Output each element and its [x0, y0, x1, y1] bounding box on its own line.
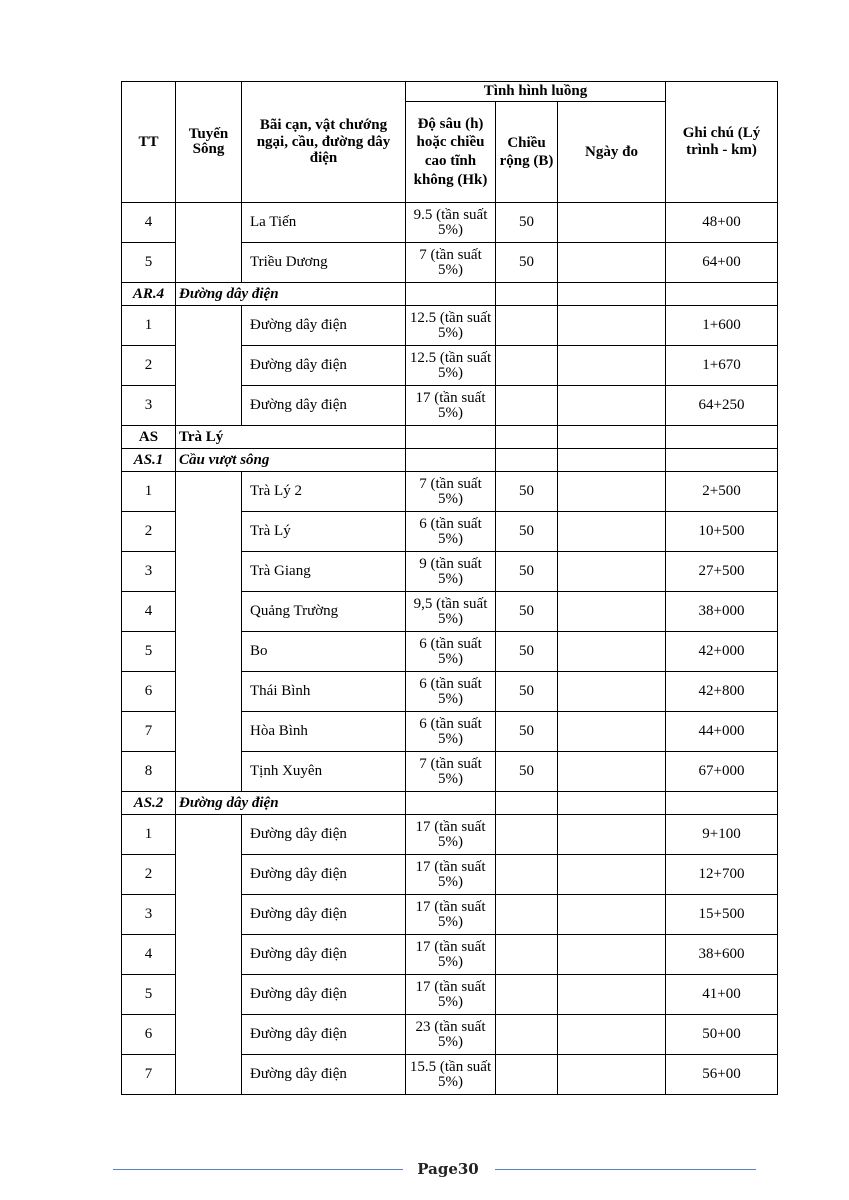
row-note: 42+000: [666, 632, 778, 672]
header-status-group: Tình hình luồng: [406, 82, 666, 102]
empty-cell: [496, 283, 558, 306]
page-footer: [113, 1158, 756, 1180]
empty-cell: [406, 426, 496, 449]
row-tt: 6: [122, 672, 176, 712]
row-note: 1+670: [666, 346, 778, 386]
empty-cell: [496, 792, 558, 815]
row-note: 38+600: [666, 935, 778, 975]
row-name: Bo: [242, 632, 406, 672]
row-depth: 7 (tần suất 5%): [406, 243, 496, 283]
table-row: [122, 306, 778, 346]
header-depth: Độ sâu (h) hoặc chiều cao tĩnh không (Hk): [406, 102, 496, 203]
section-id: AS.1: [122, 449, 176, 472]
row-date: [558, 203, 666, 243]
row-name: Đường dây điện: [242, 1015, 406, 1055]
row-tt: 7: [122, 712, 176, 752]
section-row: [122, 792, 778, 815]
row-width: 50: [496, 712, 558, 752]
row-tt: 4: [122, 935, 176, 975]
row-tt: 1: [122, 306, 176, 346]
row-date: [558, 1055, 666, 1095]
row-depth: 7 (tần suất 5%): [406, 752, 496, 792]
row-width: [496, 1055, 558, 1095]
section-row: [122, 426, 778, 449]
row-name: Tịnh Xuyên: [242, 752, 406, 792]
table-row: [122, 472, 778, 512]
empty-cell: [496, 426, 558, 449]
row-name: Đường dây điện: [242, 346, 406, 386]
row-tt: 5: [122, 975, 176, 1015]
section-id: AR.4: [122, 283, 176, 306]
row-width: 50: [496, 203, 558, 243]
header-date: Ngày đo: [558, 102, 666, 203]
section-row: [122, 449, 778, 472]
empty-cell: [666, 449, 778, 472]
row-width: [496, 815, 558, 855]
row-tt: 3: [122, 386, 176, 426]
row-note: 42+800: [666, 672, 778, 712]
row-tt: 8: [122, 752, 176, 792]
row-date: [558, 552, 666, 592]
row-depth: 9 (tần suất 5%): [406, 552, 496, 592]
page-number: Page30: [417, 1160, 479, 1178]
row-depth: 6 (tần suất 5%): [406, 712, 496, 752]
row-name: Đường dây điện: [242, 975, 406, 1015]
row-width: 50: [496, 243, 558, 283]
empty-cell: [496, 449, 558, 472]
row-tt: 4: [122, 203, 176, 243]
row-name: Hòa Bình: [242, 712, 406, 752]
row-date: [558, 975, 666, 1015]
row-width: [496, 935, 558, 975]
row-date: [558, 672, 666, 712]
row-note: 27+500: [666, 552, 778, 592]
row-name: Quảng Trường: [242, 592, 406, 632]
row-date: [558, 306, 666, 346]
row-depth: 7 (tần suất 5%): [406, 472, 496, 512]
row-tt: 5: [122, 632, 176, 672]
row-note: 56+00: [666, 1055, 778, 1095]
row-width: [496, 855, 558, 895]
row-tt: 5: [122, 243, 176, 283]
row-width: [496, 975, 558, 1015]
row-note: 67+000: [666, 752, 778, 792]
row-tt: 3: [122, 895, 176, 935]
section-name: Đường dây điện: [176, 283, 406, 306]
row-note: 64+00: [666, 243, 778, 283]
row-name: Đường dây điện: [242, 815, 406, 855]
row-tt: 6: [122, 1015, 176, 1055]
row-name: Thái Bình: [242, 672, 406, 712]
row-depth: 15.5 (tần suất 5%): [406, 1055, 496, 1095]
row-name: Trà Lý 2: [242, 472, 406, 512]
row-depth: 17 (tần suất 5%): [406, 386, 496, 426]
empty-cell: [666, 792, 778, 815]
row-depth: 23 (tần suất 5%): [406, 1015, 496, 1055]
row-depth: 9.5 (tần suất 5%): [406, 203, 496, 243]
row-tt: 4: [122, 592, 176, 632]
row-date: [558, 243, 666, 283]
row-note: 44+000: [666, 712, 778, 752]
header-row-1: [122, 82, 778, 102]
row-tt: 1: [122, 472, 176, 512]
row-width: 50: [496, 632, 558, 672]
row-width: 50: [496, 592, 558, 632]
row-date: [558, 592, 666, 632]
row-depth: 6 (tần suất 5%): [406, 632, 496, 672]
empty-cell: [558, 449, 666, 472]
row-tt: 3: [122, 552, 176, 592]
row-note: 12+700: [666, 855, 778, 895]
row-depth: 17 (tần suất 5%): [406, 895, 496, 935]
header-width: Chiều rộng (B): [496, 102, 558, 203]
row-date: [558, 815, 666, 855]
empty-cell: [666, 283, 778, 306]
row-name: Đường dây điện: [242, 855, 406, 895]
row-date: [558, 632, 666, 672]
row-note: 64+250: [666, 386, 778, 426]
route-cell: [176, 815, 242, 1095]
row-name: La Tiến: [242, 203, 406, 243]
row-note: 15+500: [666, 895, 778, 935]
header-tt: TT: [122, 82, 176, 203]
row-note: 2+500: [666, 472, 778, 512]
row-tt: 1: [122, 815, 176, 855]
row-date: [558, 472, 666, 512]
row-name: Đường dây điện: [242, 935, 406, 975]
row-depth: 6 (tần suất 5%): [406, 672, 496, 712]
row-note: 9+100: [666, 815, 778, 855]
row-name: Đường dây điện: [242, 306, 406, 346]
section-id: AS.2: [122, 792, 176, 815]
empty-cell: [406, 283, 496, 306]
row-width: 50: [496, 512, 558, 552]
row-note: 50+00: [666, 1015, 778, 1055]
row-date: [558, 386, 666, 426]
header-obstacle: Bãi cạn, vật chướng ngại, cầu, đường dây điện: [242, 82, 406, 203]
row-name: Đường dây điện: [242, 895, 406, 935]
empty-cell: [666, 426, 778, 449]
route-cell: [176, 306, 242, 426]
row-depth: 17 (tần suất 5%): [406, 815, 496, 855]
table-row: [122, 203, 778, 243]
section-name: Trà Lý: [176, 426, 406, 449]
row-name: Trà Lý: [242, 512, 406, 552]
row-width: [496, 1015, 558, 1055]
section-name: Đường dây điện: [176, 792, 406, 815]
row-tt: 2: [122, 855, 176, 895]
row-depth: 17 (tần suất 5%): [406, 935, 496, 975]
row-date: [558, 512, 666, 552]
row-date: [558, 346, 666, 386]
row-depth: 9,5 (tần suất 5%): [406, 592, 496, 632]
row-tt: 7: [122, 1055, 176, 1095]
row-date: [558, 1015, 666, 1055]
row-width: [496, 386, 558, 426]
row-note: 38+000: [666, 592, 778, 632]
footer-rule-left: [113, 1169, 403, 1170]
empty-cell: [558, 426, 666, 449]
row-tt: 2: [122, 512, 176, 552]
row-depth: 17 (tần suất 5%): [406, 975, 496, 1015]
row-name: Trà Giang: [242, 552, 406, 592]
row-width: 50: [496, 552, 558, 592]
empty-cell: [558, 792, 666, 815]
row-note: 10+500: [666, 512, 778, 552]
row-width: [496, 895, 558, 935]
footer-rule-right: [495, 1169, 756, 1170]
row-date: [558, 935, 666, 975]
row-name: Đường dây điện: [242, 1055, 406, 1095]
row-note: 41+00: [666, 975, 778, 1015]
table-row: [122, 815, 778, 855]
header-route: Tuyến Sông: [176, 82, 242, 203]
empty-cell: [558, 283, 666, 306]
row-name: Đường dây điện: [242, 386, 406, 426]
section-id: AS: [122, 426, 176, 449]
row-width: [496, 306, 558, 346]
row-date: [558, 712, 666, 752]
row-depth: 6 (tần suất 5%): [406, 512, 496, 552]
row-width: 50: [496, 752, 558, 792]
river-obstacle-table: [121, 81, 778, 1095]
row-date: [558, 752, 666, 792]
row-depth: 12.5 (tần suất 5%): [406, 346, 496, 386]
row-depth: 17 (tần suất 5%): [406, 855, 496, 895]
row-note: 1+600: [666, 306, 778, 346]
section-name: Cầu vượt sông: [176, 449, 406, 472]
route-cell: [176, 203, 242, 283]
row-width: [496, 346, 558, 386]
row-date: [558, 895, 666, 935]
row-tt: 2: [122, 346, 176, 386]
route-cell: [176, 472, 242, 792]
section-row: [122, 283, 778, 306]
row-width: 50: [496, 472, 558, 512]
empty-cell: [406, 792, 496, 815]
row-note: 48+00: [666, 203, 778, 243]
row-name: Triều Dương: [242, 243, 406, 283]
row-date: [558, 855, 666, 895]
header-note: Ghi chú (Lý trình - km): [666, 82, 778, 203]
row-depth: 12.5 (tần suất 5%): [406, 306, 496, 346]
empty-cell: [406, 449, 496, 472]
row-width: 50: [496, 672, 558, 712]
